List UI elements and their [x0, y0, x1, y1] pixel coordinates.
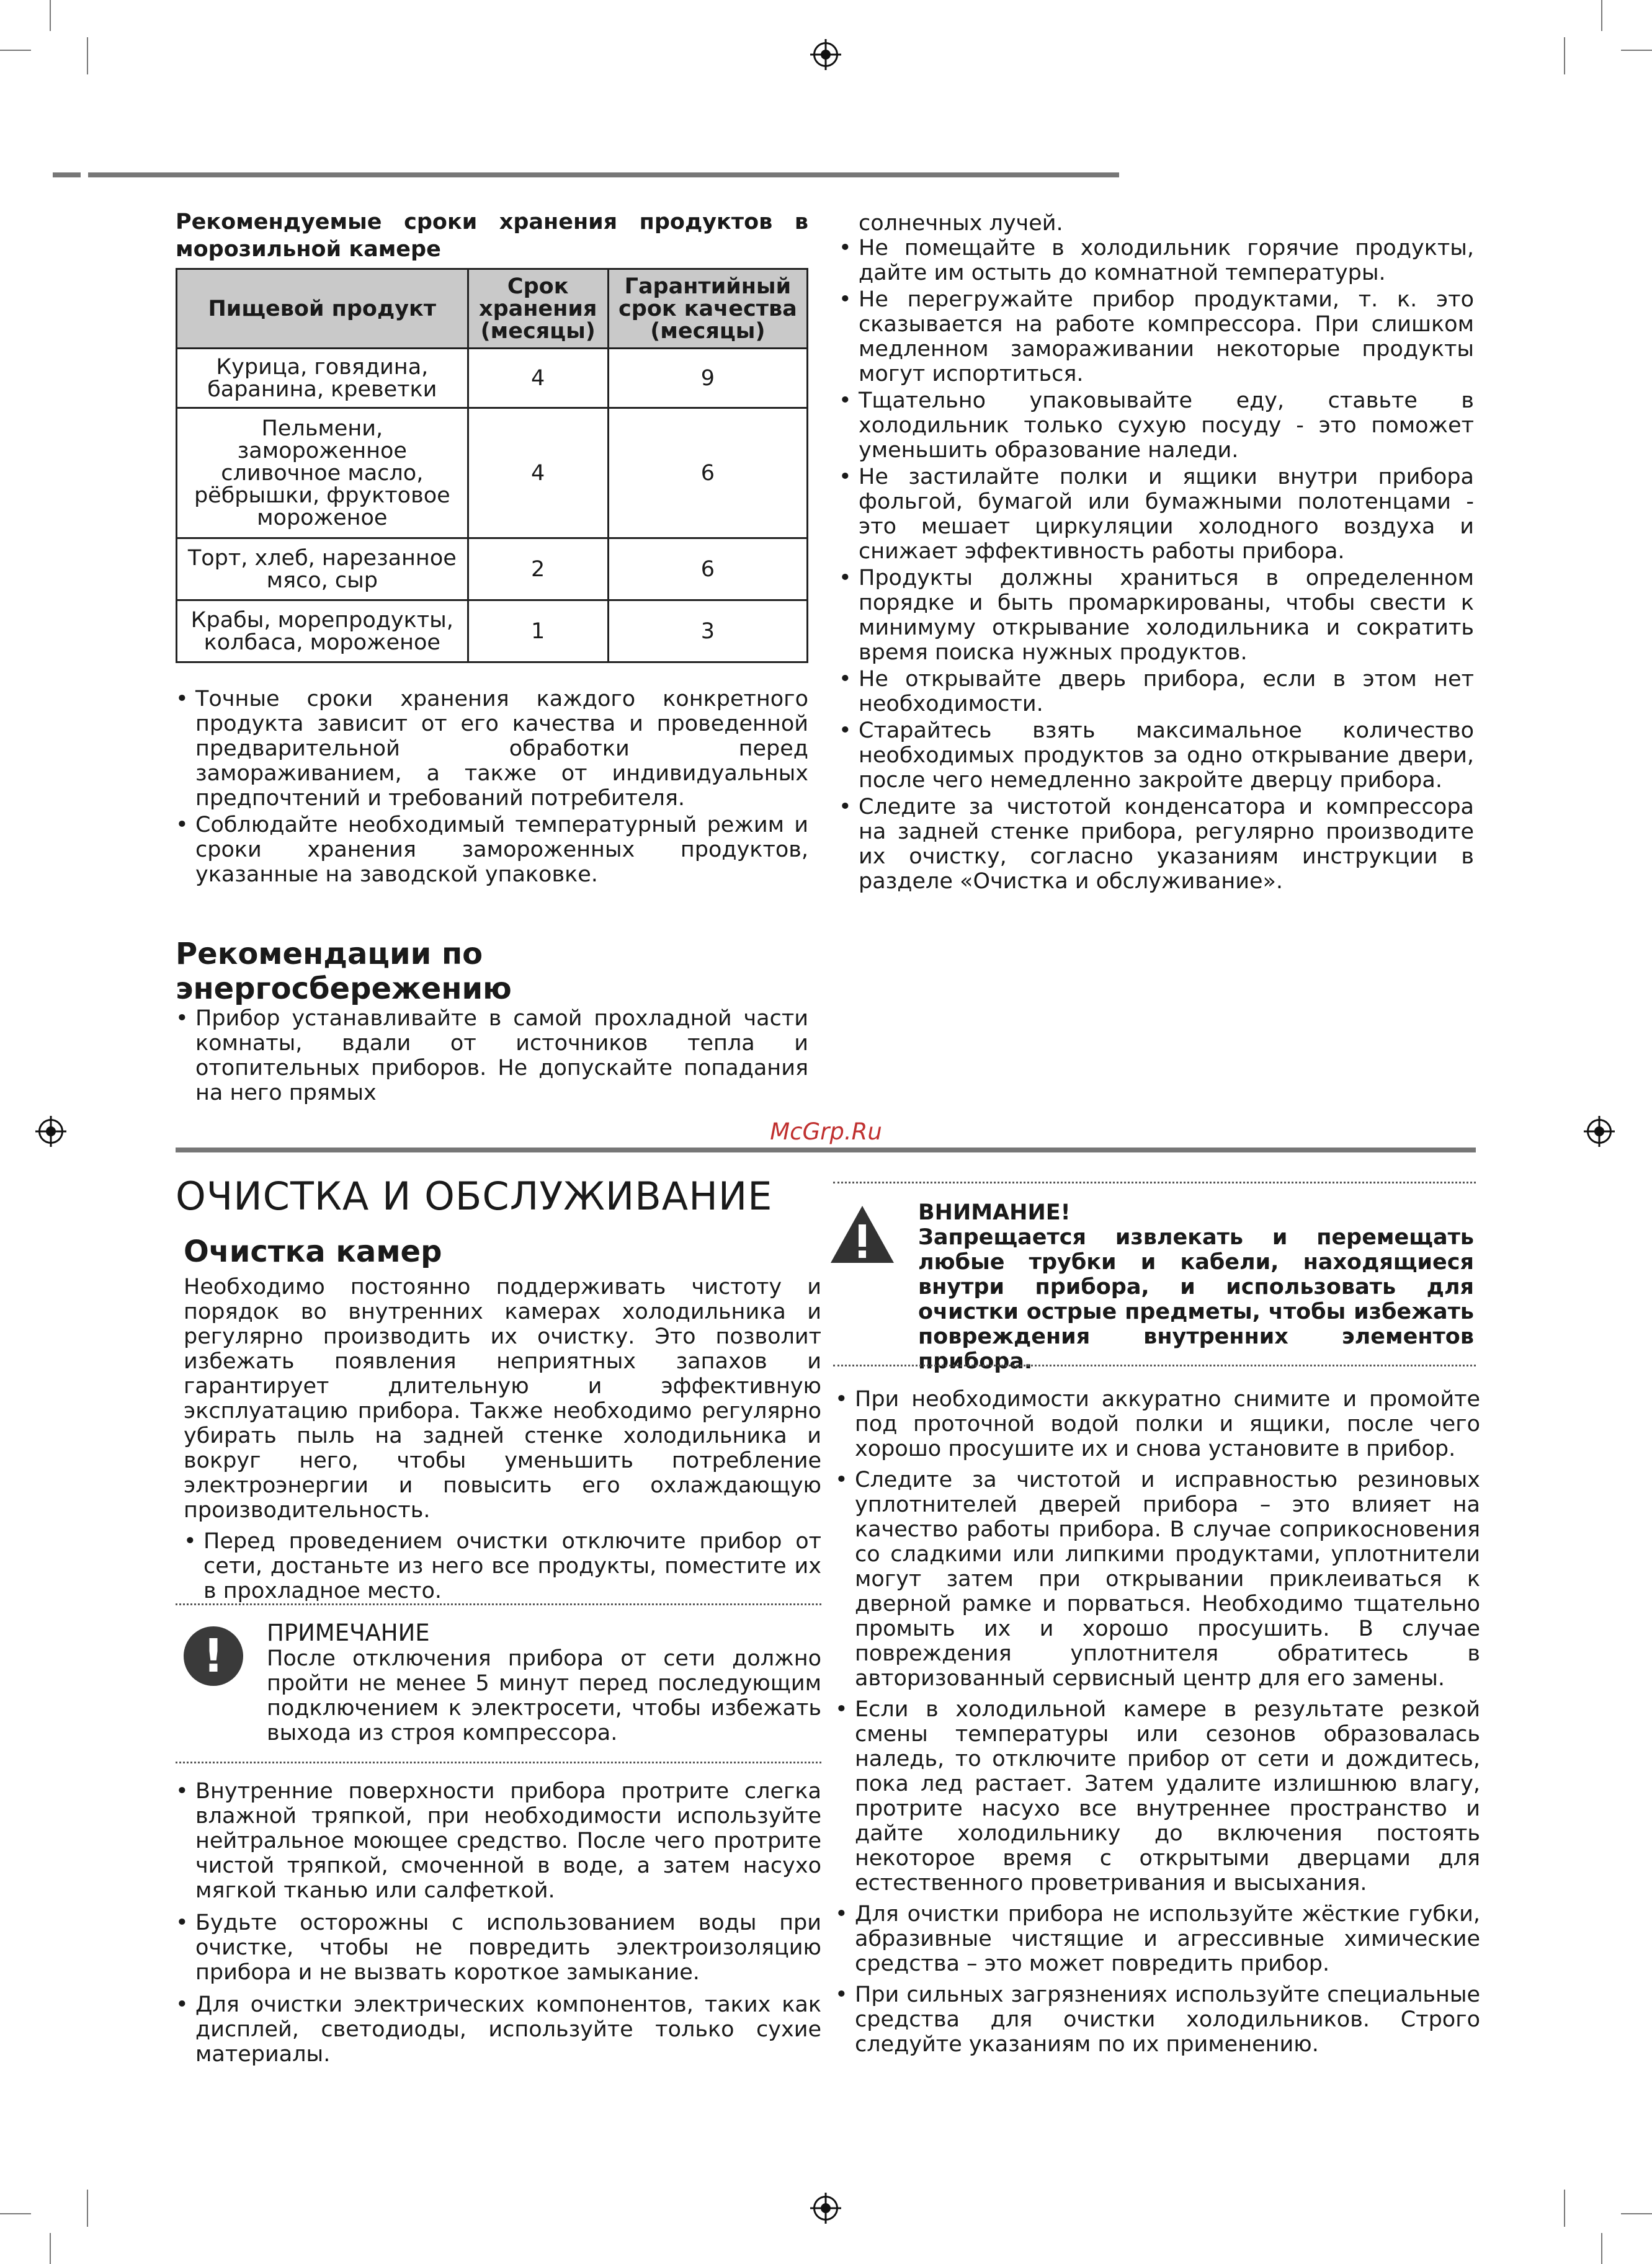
cell-product: Пельмени, замороженное сливочное масло, рёбрышки, фруктовое мороженое [177, 408, 468, 538]
energy-bullets-right [839, 236, 1474, 894]
table-row [177, 349, 808, 408]
list-item: • Внутренние поверхности прибора протрите слегка влажной тряпкой, при необходимости используйте нейтральное моющее средство. После чего протрите чистой тряпкой, смоченной в воде, а затем насухо мягкой тканью или салфеткой. [176, 1779, 821, 1903]
cell-storage: 4 [468, 349, 608, 408]
list-item: • Старайтесь взять максимальное количество необходимых продуктов за одно открывание двери, после чего немедленно закройте дверцу прибора. [839, 718, 1474, 793]
warning-title: ВНИМАНИЕ! [918, 1200, 1071, 1225]
col-header-product: Пищевой продукт [177, 269, 468, 349]
crop-mark [87, 37, 88, 74]
cell-storage: 2 [468, 538, 608, 600]
list-item: • Не застилайте полки и ящики внутри прибора фольгой, бумагой или бумажными полотенцами - это мешает циркуляции холодного воздуха и снижает эффективность работы прибора. [839, 465, 1474, 564]
energy-title: Рекомендации по энергосбережению [176, 937, 512, 1006]
cell-product: Курица, говядина, баранина, креветки [177, 349, 468, 408]
col-header-quality: Гарантийный срок качества (месяцы) [608, 269, 807, 349]
warning-icon [828, 1203, 896, 1265]
registration-mark-icon [38, 1119, 63, 1144]
energy-section [176, 937, 808, 1107]
cleaning-left [184, 1275, 821, 1605]
list-item: • Не открывайте дверь прибора, если в этом нет необходимости. [839, 667, 1474, 716]
cleaning-intro: Необходимо постоянно поддерживать чистоту и порядок во внутренних камерах холодильника и регулярно производить их очистку. Это позволит избежать появления неприятных запахов и гарантирует длительную и эффективную эксплуатацию прибора. Также необходимо регулярно убирать пыль на задней стенке холодильника и вокруг него, чтобы уменьшить потребление электроэнергии и повысить его охлаждающую производительность. [184, 1275, 821, 1523]
table-row [177, 538, 808, 600]
cleaning-subtitle: Очистка камер [184, 1234, 442, 1269]
cell-storage: 1 [468, 600, 608, 662]
cell-quality: 3 [608, 600, 807, 662]
table-header-row [177, 269, 808, 349]
cell-quality: 6 [608, 538, 807, 600]
warning-text: Запрещается извлекать и перемещать любые трубки и кабели, находящиеся внутри прибора, и использовать для очистки острые предметы, чтобы избежать повреждения внутренних элементов прибора. [918, 1225, 1474, 1374]
note-text: После отключения прибора от сети должно пройти не менее 5 минут перед последующим подключением к электросети, чтобы избежать выхода из строя компрессора. [267, 1646, 821, 1745]
crop-mark [1621, 50, 1652, 51]
list-item: • Для очистки электрических компонентов, таких как дисплей, светодиоды, используйте только сухие материалы. [176, 1992, 821, 2067]
list-item: • Продукты должны храниться в определенном порядке и быть промаркированы, чтобы свести к минимуму открывание холодильника и сократить время поиска нужных продуктов. [839, 566, 1474, 665]
list-item: • Тщательно упаковывайте еду, ставьте в холодильник только сухую посуду - это поможет уменьшить образование наледи. [839, 388, 1474, 463]
col-header-storage: Срок хранения (месяцы) [468, 269, 608, 349]
list-item: • Следите за чистотой и исправностью резиновых уплотнителей дверей прибора – это влияет на качество работы прибора. В случае соприкосновения со сладкими или липкими продуктами, уплотнители могут затем при открывании приклеиваться к дверной рамке и порваться. Необходимо тщательно промыть их и хорошо просушить. В случае повреждения уплотнителя обратитесь в авторизованный сервисный центр для его замены. [835, 1468, 1480, 1691]
crop-mark [1621, 2213, 1652, 2214]
warning-divider-bottom [833, 1365, 1476, 1366]
cleaning-title: ОЧИСТКА И ОБСЛУЖИВАНИЕ [176, 1174, 773, 1219]
list-item: • Не перегружайте прибор продуктами, т. к. это сказывается на работе компрессора. При слишком медленном замораживании некоторые продукты могут испортиться. [839, 287, 1474, 386]
list-item: • Следите за чистотой конденсатора и компрессора на задней стенке прибора, регулярно производите их очистку, согласно указаниям инструкции в разделе «Очистка и обслуживание». [839, 795, 1474, 894]
note-divider-top [176, 1603, 821, 1605]
energy-continued [839, 211, 1474, 896]
list-item: • Соблюдайте необходимый температурный режим и сроки хранения замороженных продуктов, указанные на заводской упаковке. [176, 813, 808, 887]
list-item: • Не помещайте в холодильник горячие продукты, дайте им остыть до комнатной температуры. [839, 236, 1474, 285]
top-rule [88, 172, 1119, 177]
crop-mark [1564, 37, 1565, 74]
list-item: • Точные сроки хранения каждого конкретного продукта зависит от его качества и проведенной предварительной обработки перед замораживанием, а также от индивидуальных предпочтений и требований потребителя. [176, 687, 808, 811]
list-item: • Будьте осторожны с использованием воды при очистке, чтобы не повредить электроизоляцию прибора и не вызвать короткое замыкание. [176, 1910, 821, 1985]
cleaning-bullets-right [835, 1387, 1480, 2057]
warning-divider-top [833, 1182, 1476, 1183]
cell-quality: 9 [608, 349, 807, 408]
registration-mark-icon [813, 2196, 838, 2221]
section-rule [176, 1148, 1476, 1152]
crop-mark [0, 2213, 31, 2214]
note-box [267, 1620, 821, 1745]
cell-quality: 6 [608, 408, 807, 538]
cell-storage: 4 [468, 408, 608, 538]
storage-bullets [176, 687, 808, 887]
crop-mark [1564, 2190, 1565, 2227]
note-divider-bottom [176, 1762, 821, 1763]
storage-table [176, 268, 808, 663]
registration-mark-icon [1587, 1119, 1612, 1144]
storage-title: Рекомендуемые сроки хранения продуктов в морозильной камере [176, 210, 808, 262]
warning-box [918, 1200, 1474, 1374]
list-item: • При необходимости аккуратно снимите и промойте под проточной водой полки и ящики, после чего хорошо просушите их и снова установите в прибор. [835, 1387, 1480, 1461]
note-title: ПРИМЕЧАНИЕ [267, 1620, 430, 1646]
list-item: • Прибор устанавливайте в самой прохладной части комнаты, вдали от источников тепла и отопительных приборов. Не допускайте попадания на него прямых [176, 1006, 808, 1105]
crop-mark [50, 0, 51, 31]
continuation-text: солнечных лучей. [859, 211, 1063, 236]
list-item: • При сильных загрязнениях используйте специальные средства для очистки холодильников. Строго следуйте указаниям по их применению. [835, 1982, 1480, 2057]
cleaning-bullets-right-wrap [835, 1387, 1480, 2059]
cell-product: Торт, хлеб, нарезанное мясо, сыр [177, 538, 468, 600]
crop-mark [1601, 0, 1602, 31]
watermark: McGrp.Ru [770, 1118, 882, 1145]
top-rule [53, 172, 81, 177]
crop-mark [87, 2190, 88, 2227]
crop-mark [50, 2233, 51, 2264]
list-item: • Для очистки прибора не используйте жёсткие губки, абразивные чистящие и агрессивные химические средства – это может повредить прибор. [835, 1902, 1480, 1976]
cleaning-bullets-left-wrap [176, 1779, 821, 2069]
registration-mark-icon [813, 42, 838, 67]
cell-product: Крабы, морепродукты, колбаса, мороженое [177, 600, 468, 662]
cleaning-bullets-left [176, 1779, 821, 2067]
list-item: • Перед проведением очистки отключите прибор от сети, достаньте из него все продукты, поместите их в прохладное место. [184, 1529, 821, 1603]
table-row [177, 408, 808, 538]
energy-bullets-left [176, 1006, 808, 1105]
note-icon: ! [184, 1626, 243, 1686]
warning-triangle-icon [828, 1203, 896, 1265]
crop-mark [1601, 2233, 1602, 2264]
crop-mark [0, 50, 31, 51]
cleaning-bullets-pre [184, 1529, 821, 1603]
table-row [177, 600, 808, 662]
list-item: • Если в холодильной камере в результате резкой смены температуры или сезонов образовалась наледь, то отключите прибор от сети и дождитесь, пока лед растает. Затем удалите излишнюю влагу, протрите насухо все внутреннее пространство и дайте холодильнику до включения постоять некоторое время с открытыми дверцами для естественного проветривания и высыхания. [835, 1697, 1480, 1896]
storage-section [176, 208, 808, 889]
